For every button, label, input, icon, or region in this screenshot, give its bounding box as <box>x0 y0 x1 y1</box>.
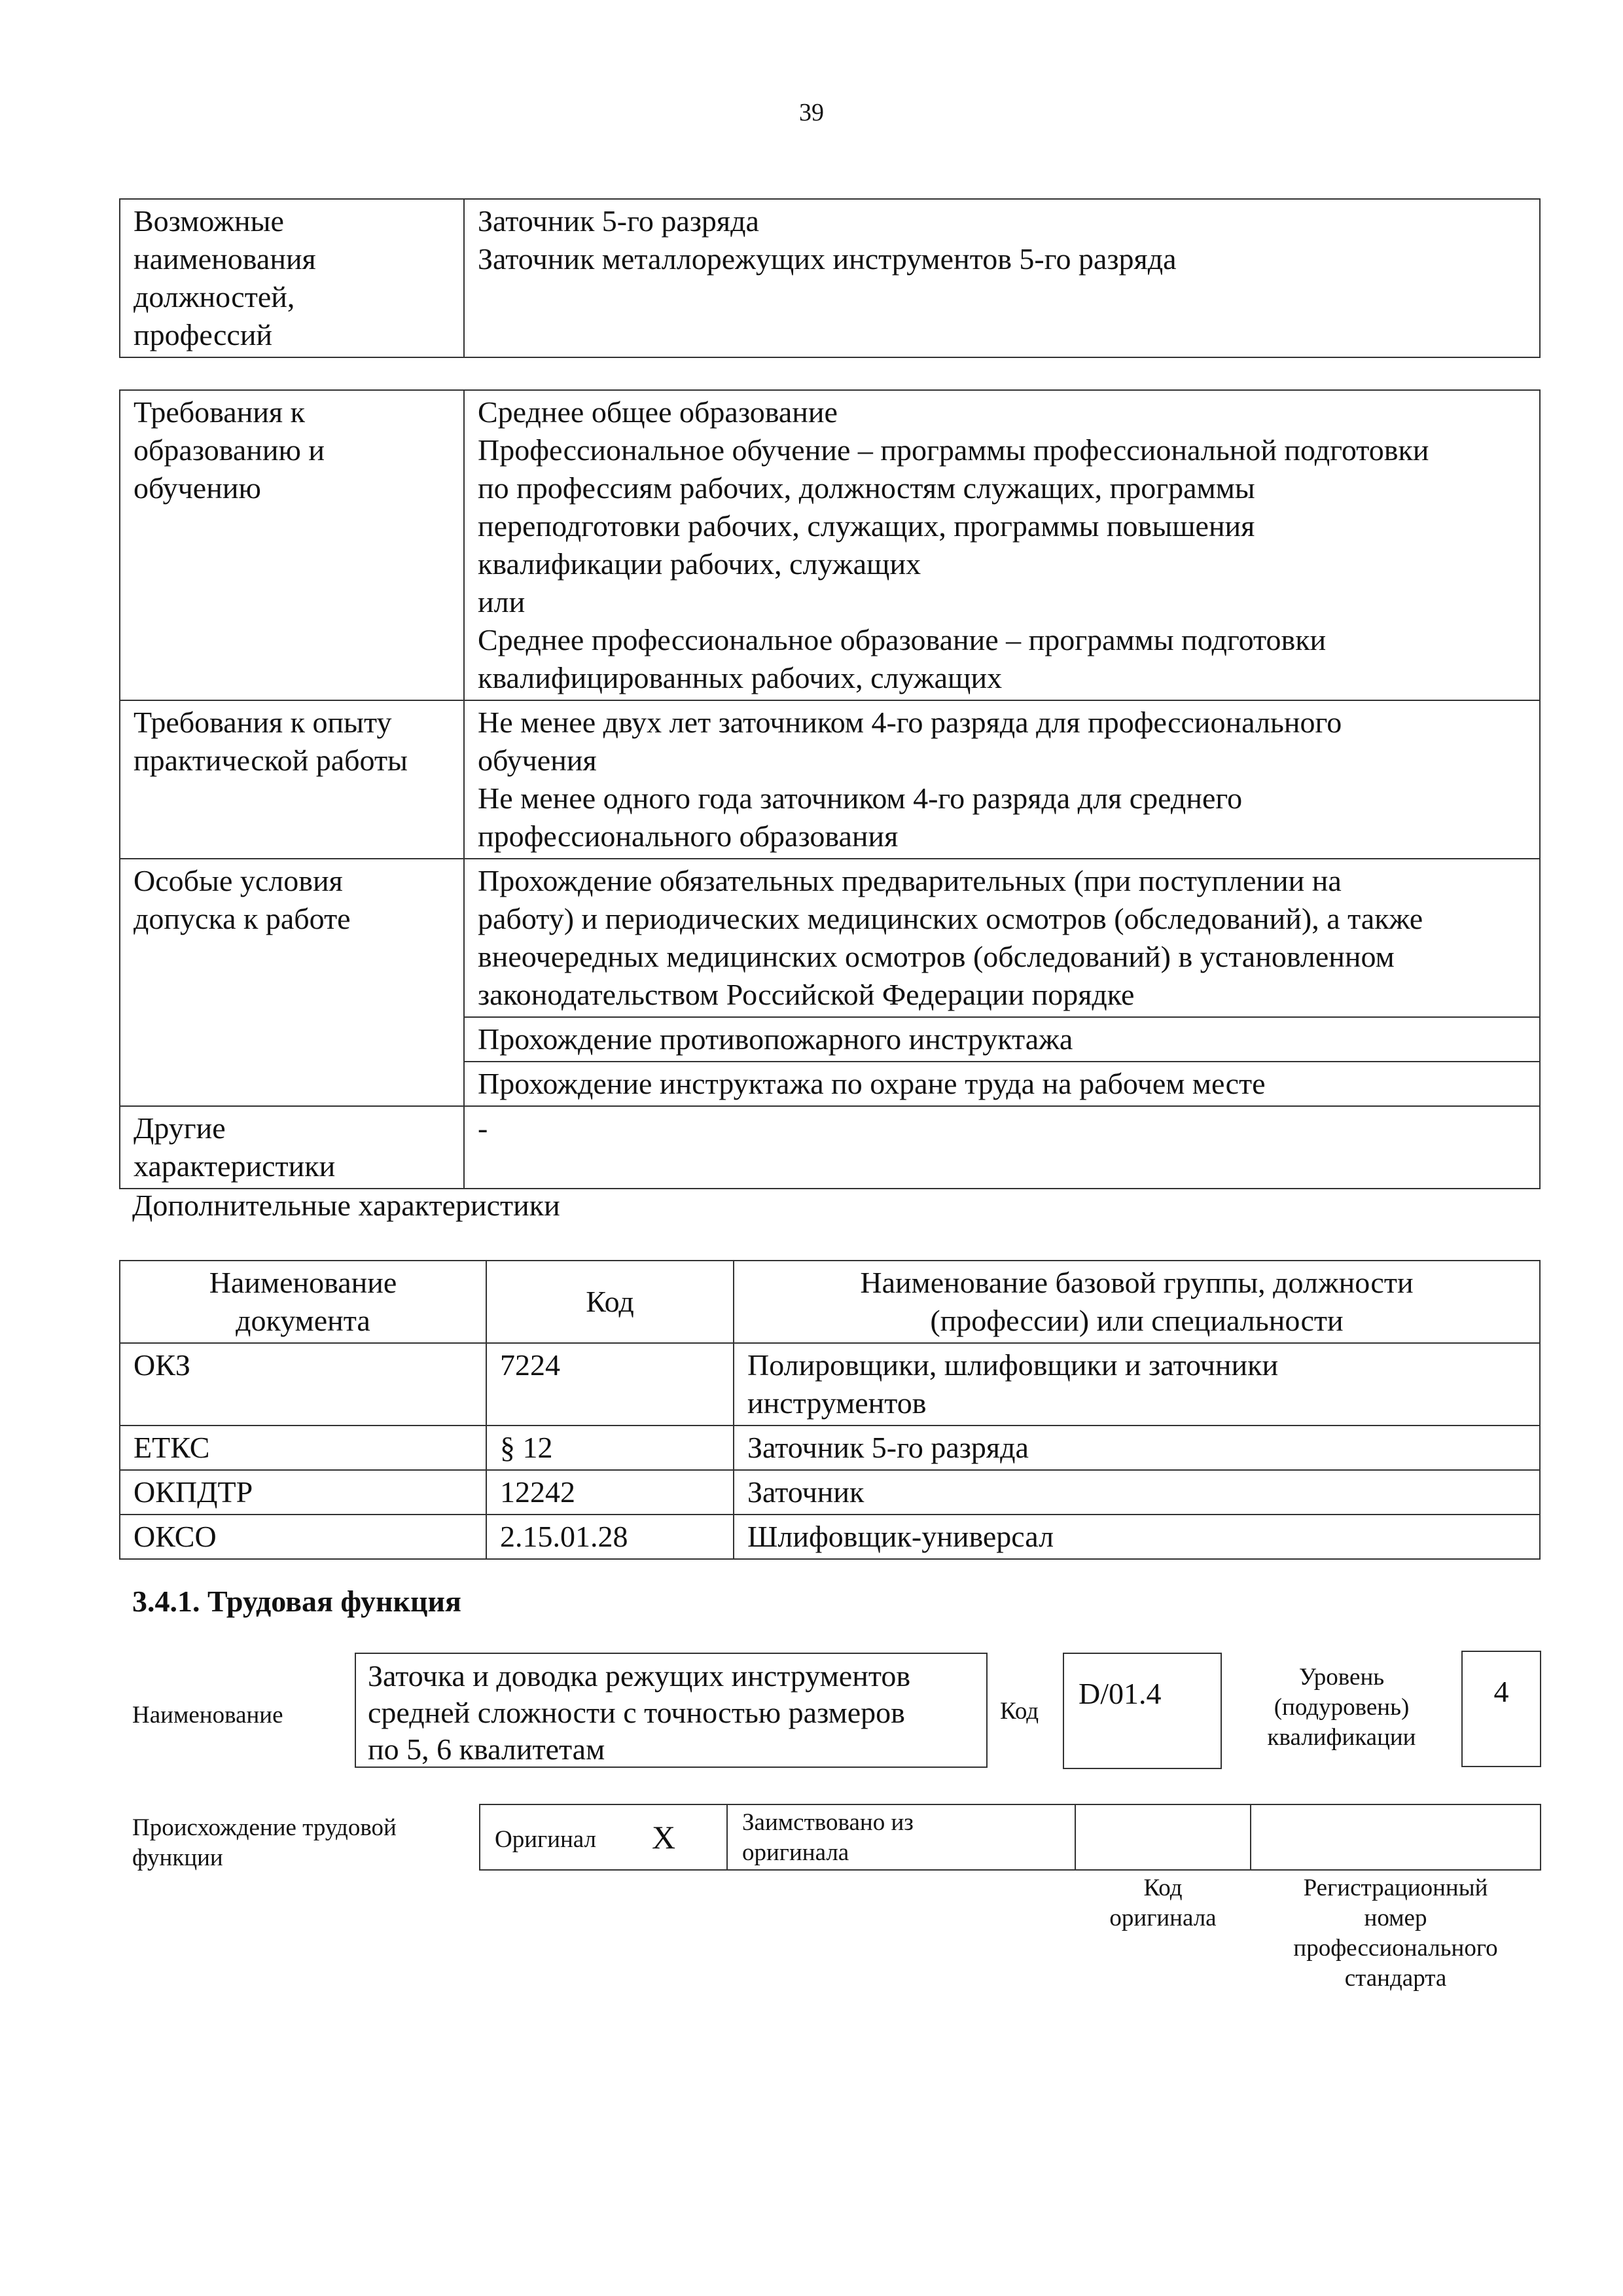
row-label-line: обучению <box>134 471 261 505</box>
positions-label-line: Возможные <box>134 204 284 238</box>
other-value-cell <box>464 1106 1540 1189</box>
position-title: Заточник металлорежущих инструментов 5-го разряда <box>478 242 1177 276</box>
row-label-line: Другие <box>134 1111 226 1145</box>
origin-reg-number-cell <box>1250 1804 1541 1871</box>
header-line: Наименование базовой группы, должности <box>860 1266 1414 1299</box>
positions-label-line: должностей, <box>134 280 295 314</box>
code-cell: 2.15.01.28 <box>486 1515 734 1559</box>
row-value-line: Прохождение противопожарного инструктажа <box>478 1022 1073 1056</box>
row-value-line: Прохождение обязательных предварительных (при поступлении на <box>478 864 1342 897</box>
caption-line: Регистрационный <box>1303 1874 1488 1901</box>
caption-line: оригинала <box>1109 1905 1217 1931</box>
fire-briefing-cell <box>464 1017 1540 1062</box>
function-code-value: D/01.4 <box>1079 1677 1162 1710</box>
origin-borrowed-cell <box>726 1804 1076 1871</box>
row-label-line: допуска к работе <box>134 902 351 935</box>
function-name-line: Заточка и доводка режущих инструментов <box>368 1659 911 1693</box>
header-line: Наименование <box>209 1266 397 1299</box>
origin-label-line: Происхождение трудовой <box>132 1814 397 1841</box>
row-value-line: обучения <box>478 744 597 777</box>
level-label-line: (подуровень) <box>1274 1694 1410 1721</box>
function-name-line: средней сложности с точностью размеров <box>368 1696 905 1729</box>
function-heading: 3.4.1. Трудовая функция <box>132 1585 461 1618</box>
row-value-line: Среднее общее образование <box>478 395 838 429</box>
table-row <box>120 1515 1540 1559</box>
code-cell: § 12 <box>486 1426 734 1470</box>
function-name-label: Наименование <box>132 1702 283 1729</box>
header-line: (профессии) или специальности <box>930 1304 1344 1337</box>
borrowed-label-line: оригинала <box>742 1839 849 1866</box>
row-value-line: Не менее одного года заточником 4-го разряда для среднего <box>478 781 1243 815</box>
origin-code-cell <box>1075 1804 1251 1871</box>
name-line: инструментов <box>747 1386 927 1420</box>
origin-label <box>132 1813 397 1873</box>
row-label-line: Требования к опыту <box>134 706 392 739</box>
requirements-table <box>119 389 1541 1189</box>
positions-table <box>119 198 1541 358</box>
table-row <box>120 1426 1540 1470</box>
safety-briefing-cell <box>464 1062 1540 1106</box>
name-cell <box>734 1343 1540 1426</box>
row-value-line: работу) и периодических медицинских осмотров (обследований), а также <box>478 902 1423 935</box>
header-line: Код <box>586 1285 634 1318</box>
qualification-level-label <box>1243 1662 1440 1753</box>
row-value-line: внеочередных медицинских осмотров (обследований) в установленном <box>478 940 1395 973</box>
caption-line: Код <box>1143 1874 1183 1901</box>
qualification-level-value: 4 <box>1493 1675 1509 1708</box>
row-label-line: Требования к <box>134 395 305 429</box>
row-value-line: Среднее профессиональное образование – программы подготовки <box>478 623 1327 656</box>
row-label-line: характеристики <box>134 1149 336 1183</box>
admission-label-cell <box>120 859 464 1106</box>
original-label: Оригинал <box>495 1826 597 1853</box>
code-cell: 12242 <box>486 1470 734 1515</box>
row-value-line: квалификации рабочих, служащих <box>478 547 921 581</box>
row-label-line: практической работы <box>134 744 408 777</box>
name-cell: Шлифовщик-универсал <box>734 1515 1540 1559</box>
experience-label-cell <box>120 700 464 859</box>
row-value-line: квалифицированных рабочих, служащих <box>478 661 1003 694</box>
caption-line: номер <box>1364 1905 1427 1931</box>
row-label-line: Особые условия <box>134 864 343 897</box>
row-value-line: переподготовки рабочих, служащих, программы повышения <box>478 509 1255 543</box>
name-cell: Заточник <box>734 1470 1540 1515</box>
doc-cell: ЕТКС <box>120 1426 486 1470</box>
positions-label-line: профессий <box>134 318 273 351</box>
name-cell: Заточник 5-го разряда <box>734 1426 1540 1470</box>
row-value-line: Не менее двух лет заточником 4-го разряда для профессионального <box>478 706 1342 739</box>
doc-cell: ОКПДТР <box>120 1470 486 1515</box>
table-row <box>120 859 1540 1017</box>
doc-cell: ОКСО <box>120 1515 486 1559</box>
row-value-line: по профессиям рабочих, должностям служащих, программы <box>478 471 1255 505</box>
row-value-line: законодательством Российской Федерации порядке <box>478 978 1135 1011</box>
row-value-line: Профессиональное обучение – программы профессиональной подготовки <box>478 433 1429 467</box>
table-row <box>120 700 1540 859</box>
original-mark: X <box>652 1819 676 1856</box>
row-value-line: или <box>478 585 526 619</box>
header-line: документа <box>236 1304 370 1337</box>
experience-value-cell <box>464 700 1540 859</box>
reg-number-caption <box>1250 1873 1541 1994</box>
original-code-caption <box>1075 1873 1251 1933</box>
positions-label-line: наименования <box>134 242 316 276</box>
doc-cell: ОКЗ <box>120 1343 486 1426</box>
position-title: Заточник 5-го разряда <box>478 204 759 238</box>
row-value-line: - <box>478 1111 488 1145</box>
table-header-row <box>120 1261 1540 1343</box>
borrowed-label-line: Заимствовано из <box>742 1809 914 1836</box>
function-code-label: Код <box>1000 1698 1039 1725</box>
table-row <box>120 1343 1540 1426</box>
function-name-box <box>355 1653 988 1768</box>
table-row <box>120 1106 1540 1189</box>
positions-label-cell <box>120 199 464 357</box>
education-value-cell <box>464 390 1540 700</box>
name-line: Полировщики, шлифовщики и заточники <box>747 1348 1279 1382</box>
additional-caption: Дополнительные характеристики <box>132 1189 560 1222</box>
header-code <box>486 1261 734 1343</box>
caption-line: профессионального <box>1293 1935 1498 1962</box>
level-label-line: Уровень <box>1298 1664 1385 1691</box>
positions-values-cell <box>464 199 1540 357</box>
table-row <box>120 1470 1540 1515</box>
header-group-name <box>734 1261 1540 1343</box>
level-label-line: квалификации <box>1267 1724 1416 1751</box>
row-value-line: профессионального образования <box>478 819 899 853</box>
admission-value-cell <box>464 859 1540 1017</box>
header-document <box>120 1261 486 1343</box>
function-name-line: по 5, 6 квалитетам <box>368 1732 605 1766</box>
education-label-cell <box>120 390 464 700</box>
qualification-level-box <box>1461 1651 1541 1767</box>
additional-table <box>119 1260 1541 1560</box>
origin-label-line: функции <box>132 1844 223 1871</box>
function-code-box <box>1063 1653 1222 1769</box>
row-label-line: образованию и <box>134 433 325 467</box>
other-label-cell <box>120 1106 464 1189</box>
page-number: 39 <box>799 99 824 126</box>
code-cell: 7224 <box>486 1343 734 1426</box>
row-value-line: Прохождение инструктажа по охране труда на рабочем месте <box>478 1067 1266 1100</box>
caption-line: стандарта <box>1344 1965 1447 1992</box>
table-row <box>120 390 1540 700</box>
origin-original-cell <box>479 1804 728 1871</box>
